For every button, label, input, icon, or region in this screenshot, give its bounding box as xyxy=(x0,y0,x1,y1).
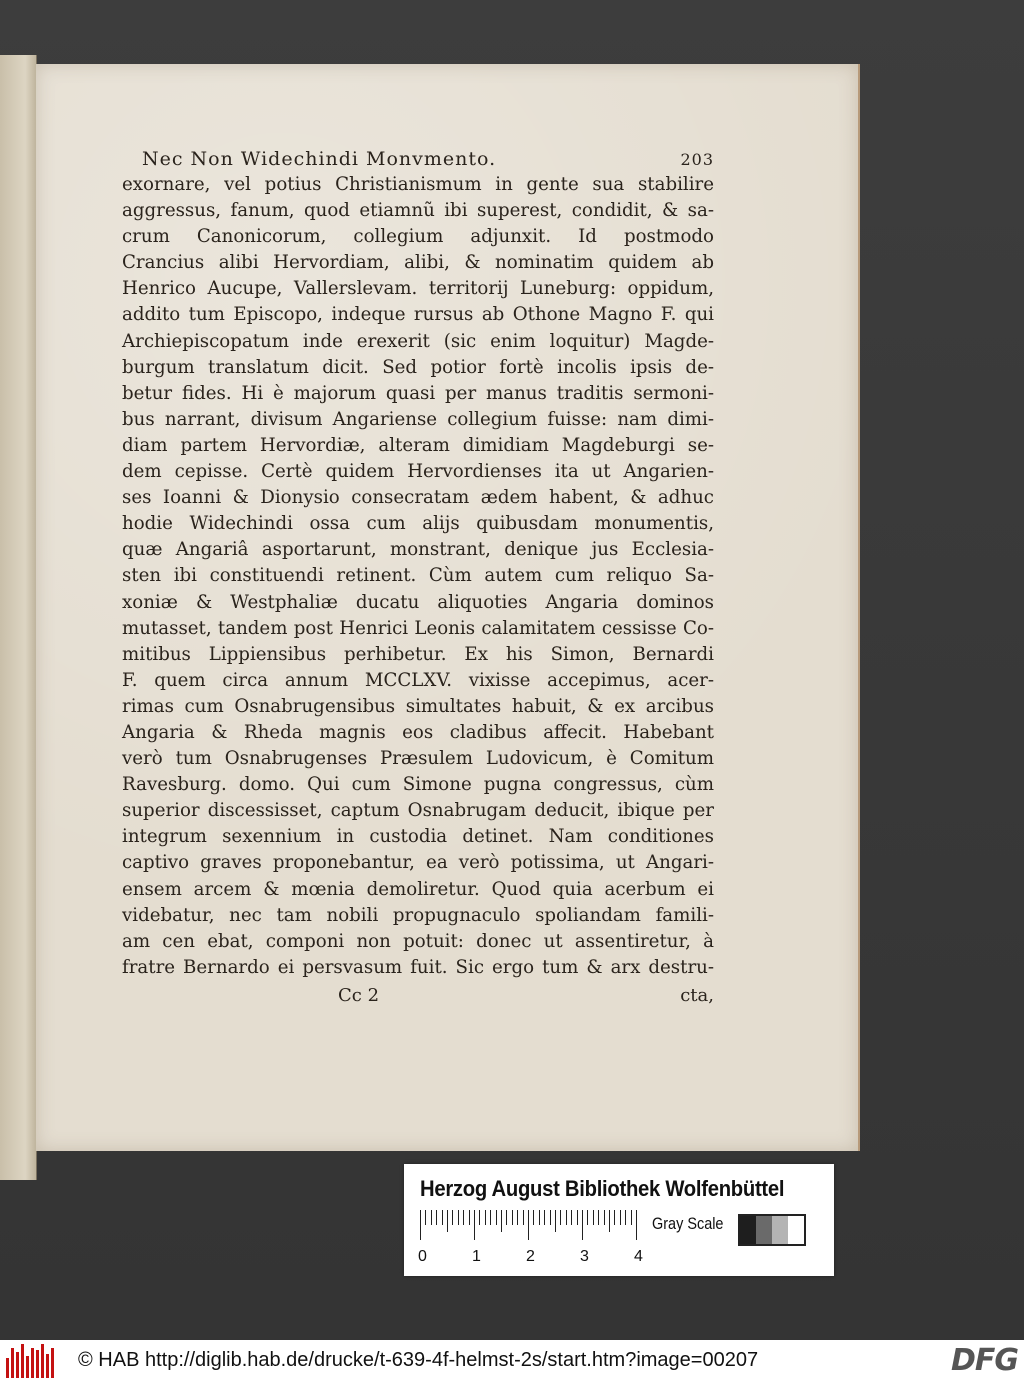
scale-card-title: Herzog August Bibliothek Wolfenbüttel xyxy=(420,1176,785,1201)
text-line: fratre Bernardo ei persvasum fuit. Sic ergo tum & arx destru- xyxy=(122,956,714,978)
dfg-logo[interactable]: DFG xyxy=(950,1343,1018,1378)
ruler-scale xyxy=(420,1210,642,1240)
text-line: integrum sexennium in custodia detinet. Nam conditiones xyxy=(122,826,714,848)
running-header xyxy=(122,148,714,170)
ruler-tick xyxy=(479,1210,480,1225)
text-line: sten ibi constituendi retinent. Cùm autem cum reliquo Sa- xyxy=(122,565,714,587)
ruler-tick xyxy=(555,1210,556,1232)
page-text-block xyxy=(122,148,714,1006)
ruler-tick xyxy=(431,1210,432,1225)
text-line: superior discessisset, captum Osnabrugam deducit, ibique per xyxy=(122,800,714,822)
ruler-tick xyxy=(425,1210,426,1225)
ruler-tick xyxy=(485,1210,486,1225)
text-line: bus narrant, divisum Angariense collegium fuisse: nam dimi- xyxy=(122,408,714,430)
facing-page-edge xyxy=(0,55,37,1180)
gray-swatch xyxy=(788,1216,804,1244)
hab-logo-bar xyxy=(46,1354,49,1378)
ruler-tick xyxy=(469,1210,470,1225)
ruler-tick xyxy=(442,1210,443,1225)
text-line: rimas cum Osnabrugensibus simultates habuit, & ex arcibus xyxy=(122,695,714,717)
ruler-label: 3 xyxy=(580,1248,589,1265)
text-line: hodie Widechindi ossa cum alijs quibusdam monumentis, xyxy=(122,513,714,535)
ruler-tick xyxy=(609,1210,610,1232)
text-line: Crancius alibi Hervordiam, alibi, & nominatim quidem ab xyxy=(122,252,714,274)
page-number: 203 xyxy=(680,150,714,169)
ruler-tick xyxy=(598,1210,599,1225)
page-footer xyxy=(122,985,714,1006)
hab-logo-bar xyxy=(6,1358,9,1378)
text-line: videbatur, nec tam nobili propugnaculo spoliandam famili- xyxy=(122,904,714,926)
text-line: dem cepisse. Certè quidem Hervordienses ita ut Angarien- xyxy=(122,461,714,483)
gray-scale-label: Gray Scale xyxy=(652,1214,724,1233)
ruler-tick xyxy=(636,1210,637,1240)
copyright-link[interactable]: © HAB http://diglib.hab.de/drucke/t-639-4f-helmst-2s/start.htm?image=00207 xyxy=(78,1349,759,1371)
hab-logo-bar xyxy=(31,1348,34,1378)
text-line: diam partem Hervordiæ, alteram dimidiam Magdeburgi se- xyxy=(122,434,714,456)
ruler-tick xyxy=(625,1210,626,1225)
ruler-tick xyxy=(463,1210,464,1225)
ruler-tick xyxy=(587,1210,588,1225)
ruler-tick xyxy=(447,1210,448,1232)
ruler-label: 2 xyxy=(526,1248,535,1265)
text-line: ses Ioanni & Dionysio consecratam ædem habent, & adhuc xyxy=(122,487,714,509)
catchword: cta, xyxy=(680,984,714,1006)
ruler-tick xyxy=(474,1210,475,1240)
signature-mark: Cc 2 xyxy=(338,984,380,1006)
text-line: ensem arcem & mœnia demoliretur. Quod quia acerbum ei xyxy=(122,878,714,900)
ruler-tick xyxy=(593,1210,594,1225)
text-line: F. quem circa annum MCCLXV. vixisse accepimus, acer- xyxy=(122,669,714,691)
text-line: addito tum Episcopo, indeque rursus ab Othone Magno F. qui xyxy=(122,304,714,326)
ruler-tick xyxy=(523,1210,524,1225)
text-line: Archiepiscopatum inde erexerit (sic enim loquitur) Magde- xyxy=(122,330,714,352)
ruler-tick xyxy=(582,1210,583,1240)
ruler-tick xyxy=(631,1210,632,1225)
text-line: burgum translatum dicit. Sed potior fortè incolis ipsis de- xyxy=(122,356,714,378)
ruler-tick xyxy=(550,1210,551,1225)
ruler-tick xyxy=(517,1210,518,1225)
header-title: Nec Non Widechindi Monvmento. xyxy=(142,148,497,170)
text-line: captivo graves proponebantur, ea verò potissima, ut Angari- xyxy=(122,852,714,874)
text-line: betur fides. Hi è majorum quasi per manus traditis sermoni- xyxy=(122,382,714,404)
ruler-tick xyxy=(436,1210,437,1225)
gray-swatch xyxy=(756,1216,772,1244)
hab-logo-bar xyxy=(51,1348,54,1378)
gray-scale-swatch xyxy=(738,1214,806,1246)
ruler-tick xyxy=(528,1210,529,1240)
color-scale-card xyxy=(404,1164,834,1276)
text-line: mutasset, tandem post Henrici Leonis calamitatem cessisse Co- xyxy=(122,617,714,639)
ruler-tick xyxy=(620,1210,621,1225)
ruler-tick xyxy=(506,1210,507,1225)
ruler-tick xyxy=(420,1210,421,1240)
ruler-tick xyxy=(512,1210,513,1225)
hab-logo-bar xyxy=(26,1356,29,1378)
text-line: exornare, vel potius Christianismum in gente sua stabilire xyxy=(122,174,714,195)
gray-swatch xyxy=(740,1216,756,1244)
ruler-tick xyxy=(490,1210,491,1225)
text-line: Ravesburg. domo. Qui cum Simone pugna congressus, cùm xyxy=(122,774,714,796)
text-line: mitibus Lippiensibus perhibetur. Ex his Simon, Bernardi xyxy=(122,643,714,665)
hab-logo-bar xyxy=(11,1348,14,1378)
footer-bar xyxy=(0,1340,1024,1381)
scanned-page xyxy=(36,64,860,1151)
ruler-tick xyxy=(566,1210,567,1225)
body-text xyxy=(122,172,714,981)
ruler-tick xyxy=(452,1210,453,1225)
ruler-tick xyxy=(571,1210,572,1225)
hab-logo-bar xyxy=(36,1350,39,1378)
ruler-tick xyxy=(604,1210,605,1225)
ruler-label: 0 xyxy=(418,1248,427,1265)
ruler-tick xyxy=(501,1210,502,1232)
ruler-tick xyxy=(458,1210,459,1225)
ruler-tick xyxy=(614,1210,615,1225)
text-line: aggressus, fanum, quod etiamnũ ibi superest, condidit, & sa- xyxy=(122,200,714,222)
ruler-tick xyxy=(539,1210,540,1225)
ruler-labels xyxy=(418,1248,658,1268)
text-line: quæ Angariâ asportarunt, monstrant, denique jus Ecclesia- xyxy=(122,539,714,561)
hab-logo-bar xyxy=(41,1344,44,1378)
text-line: xoniæ & Westphaliæ ducatu aliquoties Angaria dominos xyxy=(122,591,714,613)
ruler-tick xyxy=(533,1210,534,1225)
ruler-tick xyxy=(577,1210,578,1225)
hab-logo-icon[interactable] xyxy=(6,1344,56,1378)
ruler-tick xyxy=(560,1210,561,1225)
text-line: crum Canonicorum, collegium adjunxit. Id postmodo xyxy=(122,226,714,248)
text-line: Angaria & Rheda magnis eos cladibus affecit. Habebant xyxy=(122,721,714,743)
ruler-tick xyxy=(544,1210,545,1225)
text-line: Henrico Aucupe, Vallerslevam. territorij Luneburg: oppidum, xyxy=(122,278,714,300)
text-line: am cen ebat, componi non potuit: donec ut assentiretur, à xyxy=(122,930,714,952)
gray-swatch xyxy=(772,1216,788,1244)
ruler-label: 1 xyxy=(472,1248,481,1265)
hab-logo-bar xyxy=(21,1344,24,1378)
ruler-tick xyxy=(496,1210,497,1225)
ruler-label: 4 xyxy=(634,1248,643,1265)
text-line: verò tum Osnabrugenses Præsulem Ludovicum, è Comitum xyxy=(122,748,714,770)
hab-logo-bar xyxy=(16,1352,19,1378)
